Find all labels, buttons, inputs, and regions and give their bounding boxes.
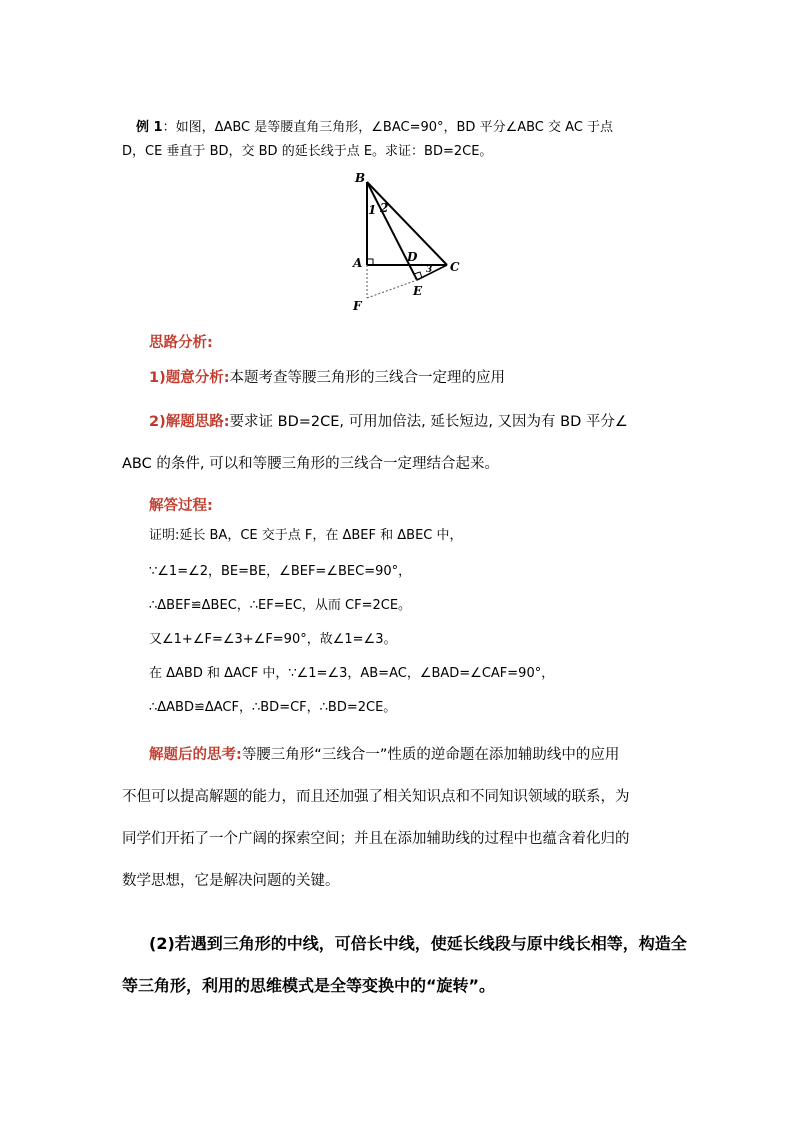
section2-line-2: 等三角形，利用的思维模式是全等变换中的“旋转”。: [122, 976, 496, 995]
solution-line-6: ∴ΔABD≌ΔACF，∴BD=CF，∴BD=2CE。: [149, 700, 397, 715]
analysis-point-2-label: 2)解题思路:: [149, 414, 230, 430]
reflection-label: 解题后的思考:: [149, 747, 242, 763]
analysis-heading: 思路分析:: [149, 335, 213, 351]
label-angle-1: 1: [368, 203, 377, 217]
triangle-figure: [340, 170, 470, 315]
label-a: A: [353, 256, 363, 270]
solution-line-5: 在 ΔABD 和 ΔACF 中，∵∠1=∠3，AB=AC，∠BAD=∠CAF=90°，: [149, 666, 555, 681]
solution-line-3: ∴ΔBEF≌ΔBEC，∴EF=EC，从而 CF=2CE。: [149, 598, 412, 613]
reflection-line-4: 数学思想，它是解决问题的关键。: [122, 873, 340, 889]
label-c: C: [450, 260, 460, 274]
solution-line-4: 又∠1+∠F=∠3+∠F=90°，故∠1=∠3。: [149, 632, 397, 647]
reflection-line-1: [149, 743, 619, 764]
label-e: E: [413, 284, 423, 298]
label-b: B: [355, 171, 366, 185]
example-label: 例 1: [136, 120, 163, 135]
analysis-point-2-text-a: 要求证 BD=2CE, 可用加倍法, 延长短边, 又因为有 BD 平分∠: [229, 414, 628, 430]
reflection-text-1: 等腰三角形“三线合一”性质的逆命题在添加辅助线中的应用: [241, 747, 620, 763]
solution-line-1: 证明:延长 BA，CE 交于点 F，在 ΔBEF 和 ΔBEC 中，: [149, 528, 463, 543]
example-text-1: ：如图，ΔABC 是等腰直角三角形，∠BAC=90°，BD 平分∠ABC 交 AC 于点: [162, 120, 614, 135]
reflection-line-2: 不但可以提高解题的能力，而且还加强了相关知识点和不同知识领域的联系，为: [122, 789, 630, 805]
reflection-line-3: 同学们开拓了一个广阔的探索空间；并且在添加辅助线的过程中也蕴含着化归的: [122, 831, 630, 847]
section2-line-1: (2)若遇到三角形的中线，可倍长中线，使延长线段与原中线长相等，构造全: [149, 934, 687, 953]
label-angle-2: 2: [380, 201, 389, 215]
analysis-point-1: [149, 366, 505, 387]
example-line-1: [136, 120, 613, 136]
solution-heading: 解答过程:: [149, 498, 213, 514]
label-f: F: [353, 299, 362, 313]
dotted-fe: [367, 280, 417, 298]
analysis-point-2: [149, 410, 628, 431]
label-angle-3: 3: [426, 265, 433, 275]
example-line-2: D，CE 垂直于 BD，交 BD 的延长线于点 E。求证：BD=2CE。: [122, 144, 493, 159]
label-d: D: [407, 250, 418, 264]
analysis-point-2-text-b: ABC 的条件, 可以和等腰三角形的三线合一定理结合起来。: [122, 456, 500, 472]
analysis-point-1-label: 1)题意分析:: [149, 370, 230, 386]
solution-line-2: ∵∠1=∠2，BE=BE，∠BEF=∠BEC=90°，: [149, 564, 412, 579]
analysis-point-1-text: 本题考查等腰三角形的三线合一定理的应用: [229, 370, 506, 386]
